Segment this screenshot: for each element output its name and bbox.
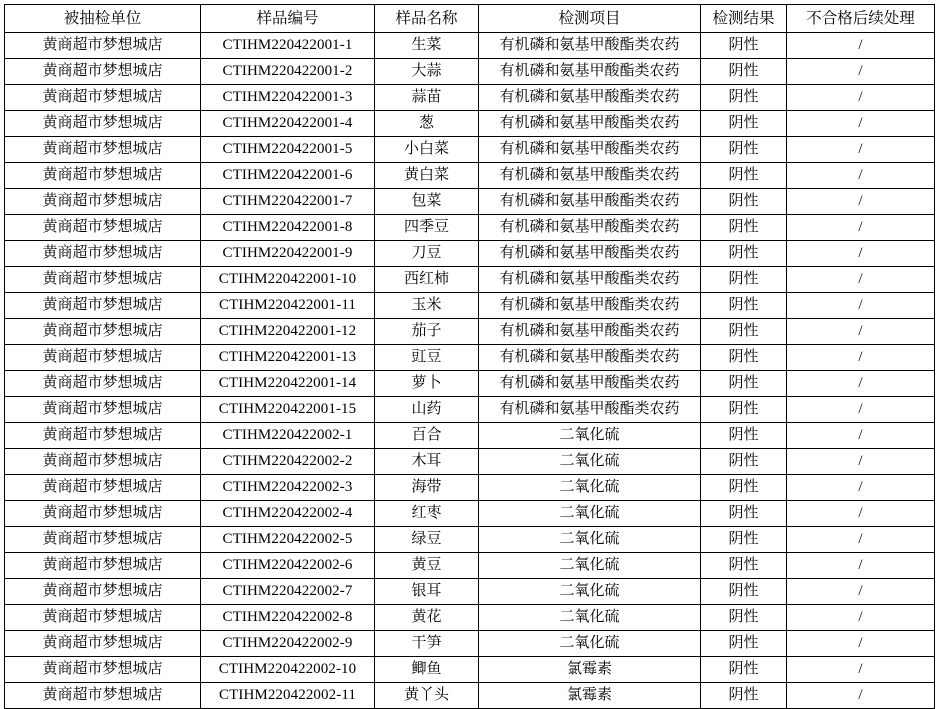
cell-followup: /	[787, 449, 935, 475]
table-row	[5, 475, 935, 501]
cell-sample-code: CTIHM220422002-1	[201, 423, 375, 449]
cell-test-result: 阴性	[701, 475, 787, 501]
cell-test-item: 二氧化硫	[479, 605, 701, 631]
cell-sample-name: 葱	[375, 111, 479, 137]
cell-unit: 黄商超市梦想城店	[5, 215, 201, 241]
cell-sample-code: CTIHM220422002-11	[201, 683, 375, 709]
cell-sample-code: CTIHM220422002-5	[201, 527, 375, 553]
cell-sample-name: 红枣	[375, 501, 479, 527]
cell-unit: 黄商超市梦想城店	[5, 423, 201, 449]
cell-unit: 黄商超市梦想城店	[5, 85, 201, 111]
cell-unit: 黄商超市梦想城店	[5, 163, 201, 189]
cell-test-item: 有机磷和氨基甲酸酯类农药	[479, 59, 701, 85]
table-row	[5, 683, 935, 709]
cell-sample-code: CTIHM220422001-11	[201, 293, 375, 319]
cell-unit: 黄商超市梦想城店	[5, 371, 201, 397]
cell-test-result: 阴性	[701, 59, 787, 85]
table-header-row	[5, 5, 935, 33]
cell-test-item: 有机磷和氨基甲酸酯类农药	[479, 33, 701, 59]
cell-sample-name: 干笋	[375, 631, 479, 657]
cell-followup: /	[787, 267, 935, 293]
cell-sample-name: 四季豆	[375, 215, 479, 241]
table-row	[5, 579, 935, 605]
cell-sample-code: CTIHM220422001-5	[201, 137, 375, 163]
cell-test-item: 二氧化硫	[479, 501, 701, 527]
cell-test-item: 氯霉素	[479, 657, 701, 683]
cell-test-result: 阴性	[701, 683, 787, 709]
table-row	[5, 59, 935, 85]
cell-test-item: 有机磷和氨基甲酸酯类农药	[479, 85, 701, 111]
cell-test-result: 阴性	[701, 33, 787, 59]
cell-followup: /	[787, 137, 935, 163]
table-row	[5, 371, 935, 397]
cell-sample-code: CTIHM220422002-9	[201, 631, 375, 657]
table-row	[5, 189, 935, 215]
cell-sample-code: CTIHM220422001-6	[201, 163, 375, 189]
cell-unit: 黄商超市梦想城店	[5, 501, 201, 527]
cell-test-result: 阴性	[701, 215, 787, 241]
cell-test-item: 有机磷和氨基甲酸酯类农药	[479, 293, 701, 319]
cell-test-result: 阴性	[701, 553, 787, 579]
cell-unit: 黄商超市梦想城店	[5, 579, 201, 605]
cell-unit: 黄商超市梦想城店	[5, 605, 201, 631]
cell-followup: /	[787, 163, 935, 189]
cell-test-result: 阴性	[701, 241, 787, 267]
cell-test-result: 阴性	[701, 527, 787, 553]
column-header-followup: 不合格后续处理	[787, 5, 935, 33]
cell-sample-code: CTIHM220422001-14	[201, 371, 375, 397]
cell-unit: 黄商超市梦想城店	[5, 33, 201, 59]
cell-sample-name: 玉米	[375, 293, 479, 319]
cell-unit: 黄商超市梦想城店	[5, 657, 201, 683]
cell-sample-code: CTIHM220422002-7	[201, 579, 375, 605]
cell-sample-code: CTIHM220422001-10	[201, 267, 375, 293]
cell-followup: /	[787, 553, 935, 579]
table-row	[5, 163, 935, 189]
cell-test-item: 有机磷和氨基甲酸酯类农药	[479, 163, 701, 189]
cell-unit: 黄商超市梦想城店	[5, 293, 201, 319]
cell-sample-name: 山药	[375, 397, 479, 423]
cell-followup: /	[787, 293, 935, 319]
cell-sample-name: 海带	[375, 475, 479, 501]
cell-sample-code: CTIHM220422001-12	[201, 319, 375, 345]
cell-sample-name: 包菜	[375, 189, 479, 215]
cell-followup: /	[787, 657, 935, 683]
table-row	[5, 423, 935, 449]
table-row	[5, 215, 935, 241]
cell-followup: /	[787, 215, 935, 241]
cell-sample-name: 小白菜	[375, 137, 479, 163]
column-header-test-result: 检测结果	[701, 5, 787, 33]
cell-sample-name: 西红柿	[375, 267, 479, 293]
table-row	[5, 527, 935, 553]
cell-sample-code: CTIHM220422001-8	[201, 215, 375, 241]
cell-unit: 黄商超市梦想城店	[5, 189, 201, 215]
cell-followup: /	[787, 345, 935, 371]
cell-test-result: 阴性	[701, 267, 787, 293]
cell-test-result: 阴性	[701, 397, 787, 423]
cell-followup: /	[787, 319, 935, 345]
table-row	[5, 111, 935, 137]
table-row	[5, 137, 935, 163]
cell-test-result: 阴性	[701, 657, 787, 683]
cell-sample-code: CTIHM220422001-4	[201, 111, 375, 137]
cell-unit: 黄商超市梦想城店	[5, 631, 201, 657]
cell-sample-code: CTIHM220422002-2	[201, 449, 375, 475]
cell-test-item: 二氧化硫	[479, 449, 701, 475]
cell-test-result: 阴性	[701, 85, 787, 111]
cell-sample-code: CTIHM220422002-3	[201, 475, 375, 501]
cell-unit: 黄商超市梦想城店	[5, 345, 201, 371]
cell-followup: /	[787, 423, 935, 449]
table-row	[5, 449, 935, 475]
cell-unit: 黄商超市梦想城店	[5, 241, 201, 267]
table-row	[5, 605, 935, 631]
cell-test-item: 有机磷和氨基甲酸酯类农药	[479, 241, 701, 267]
table-row	[5, 267, 935, 293]
cell-sample-code: CTIHM220422001-7	[201, 189, 375, 215]
cell-followup: /	[787, 397, 935, 423]
cell-test-result: 阴性	[701, 449, 787, 475]
cell-test-result: 阴性	[701, 501, 787, 527]
cell-test-item: 有机磷和氨基甲酸酯类农药	[479, 189, 701, 215]
cell-unit: 黄商超市梦想城店	[5, 59, 201, 85]
cell-sample-code: CTIHM220422002-8	[201, 605, 375, 631]
cell-sample-name: 黄花	[375, 605, 479, 631]
cell-test-result: 阴性	[701, 371, 787, 397]
cell-unit: 黄商超市梦想城店	[5, 111, 201, 137]
table-body	[5, 33, 935, 709]
cell-sample-name: 蒜苗	[375, 85, 479, 111]
inspection-results-table	[4, 4, 935, 709]
cell-test-item: 二氧化硫	[479, 423, 701, 449]
table-row	[5, 33, 935, 59]
cell-sample-name: 银耳	[375, 579, 479, 605]
cell-sample-code: CTIHM220422001-1	[201, 33, 375, 59]
cell-followup: /	[787, 475, 935, 501]
cell-sample-name: 百合	[375, 423, 479, 449]
cell-test-result: 阴性	[701, 631, 787, 657]
cell-sample-name: 木耳	[375, 449, 479, 475]
cell-test-result: 阴性	[701, 189, 787, 215]
cell-followup: /	[787, 579, 935, 605]
cell-test-item: 有机磷和氨基甲酸酯类农药	[479, 345, 701, 371]
cell-test-item: 有机磷和氨基甲酸酯类农药	[479, 397, 701, 423]
cell-test-item: 二氧化硫	[479, 631, 701, 657]
cell-unit: 黄商超市梦想城店	[5, 553, 201, 579]
table-row	[5, 397, 935, 423]
table-row	[5, 501, 935, 527]
cell-test-item: 有机磷和氨基甲酸酯类农药	[479, 215, 701, 241]
cell-test-result: 阴性	[701, 319, 787, 345]
cell-sample-code: CTIHM220422002-6	[201, 553, 375, 579]
cell-sample-code: CTIHM220422001-9	[201, 241, 375, 267]
cell-test-result: 阴性	[701, 111, 787, 137]
table-row	[5, 553, 935, 579]
cell-followup: /	[787, 631, 935, 657]
cell-unit: 黄商超市梦想城店	[5, 683, 201, 709]
cell-test-result: 阴性	[701, 293, 787, 319]
cell-test-item: 氯霉素	[479, 683, 701, 709]
cell-sample-name: 黄豆	[375, 553, 479, 579]
cell-test-item: 有机磷和氨基甲酸酯类农药	[479, 319, 701, 345]
table-row	[5, 293, 935, 319]
cell-followup: /	[787, 189, 935, 215]
cell-sample-code: CTIHM220422001-3	[201, 85, 375, 111]
cell-sample-code: CTIHM220422001-15	[201, 397, 375, 423]
cell-followup: /	[787, 683, 935, 709]
table-row	[5, 241, 935, 267]
cell-unit: 黄商超市梦想城店	[5, 319, 201, 345]
column-header-test-item: 检测项目	[479, 5, 701, 33]
table-row	[5, 319, 935, 345]
cell-followup: /	[787, 371, 935, 397]
cell-test-item: 二氧化硫	[479, 579, 701, 605]
cell-followup: /	[787, 33, 935, 59]
cell-unit: 黄商超市梦想城店	[5, 397, 201, 423]
cell-test-item: 有机磷和氨基甲酸酯类农药	[479, 371, 701, 397]
cell-unit: 黄商超市梦想城店	[5, 267, 201, 293]
cell-test-result: 阴性	[701, 137, 787, 163]
cell-test-result: 阴性	[701, 579, 787, 605]
cell-unit: 黄商超市梦想城店	[5, 475, 201, 501]
cell-followup: /	[787, 527, 935, 553]
cell-test-item: 二氧化硫	[479, 475, 701, 501]
cell-test-result: 阴性	[701, 605, 787, 631]
cell-sample-name: 豇豆	[375, 345, 479, 371]
cell-test-item: 有机磷和氨基甲酸酯类农药	[479, 137, 701, 163]
cell-followup: /	[787, 605, 935, 631]
table-row	[5, 85, 935, 111]
cell-test-item: 有机磷和氨基甲酸酯类农药	[479, 111, 701, 137]
cell-sample-name: 刀豆	[375, 241, 479, 267]
cell-test-result: 阴性	[701, 163, 787, 189]
column-header-sample-code: 样品编号	[201, 5, 375, 33]
cell-followup: /	[787, 241, 935, 267]
table-header	[5, 5, 935, 33]
cell-sample-code: CTIHM220422001-13	[201, 345, 375, 371]
cell-test-result: 阴性	[701, 345, 787, 371]
column-header-unit: 被抽检单位	[5, 5, 201, 33]
cell-test-item: 有机磷和氨基甲酸酯类农药	[479, 267, 701, 293]
cell-sample-name: 鲫鱼	[375, 657, 479, 683]
column-header-sample-name: 样品名称	[375, 5, 479, 33]
cell-test-item: 二氧化硫	[479, 527, 701, 553]
cell-sample-name: 黄白菜	[375, 163, 479, 189]
cell-followup: /	[787, 111, 935, 137]
cell-test-item: 二氧化硫	[479, 553, 701, 579]
table-row	[5, 345, 935, 371]
cell-followup: /	[787, 501, 935, 527]
table-row	[5, 631, 935, 657]
cell-sample-name: 萝卜	[375, 371, 479, 397]
cell-sample-code: CTIHM220422002-4	[201, 501, 375, 527]
cell-sample-code: CTIHM220422002-10	[201, 657, 375, 683]
cell-test-result: 阴性	[701, 423, 787, 449]
cell-sample-name: 大蒜	[375, 59, 479, 85]
cell-sample-name: 绿豆	[375, 527, 479, 553]
cell-followup: /	[787, 59, 935, 85]
cell-sample-name: 黄丫头	[375, 683, 479, 709]
cell-sample-name: 茄子	[375, 319, 479, 345]
cell-unit: 黄商超市梦想城店	[5, 137, 201, 163]
cell-sample-code: CTIHM220422001-2	[201, 59, 375, 85]
cell-sample-name: 生菜	[375, 33, 479, 59]
cell-followup: /	[787, 85, 935, 111]
table-row	[5, 657, 935, 683]
cell-unit: 黄商超市梦想城店	[5, 449, 201, 475]
cell-unit: 黄商超市梦想城店	[5, 527, 201, 553]
